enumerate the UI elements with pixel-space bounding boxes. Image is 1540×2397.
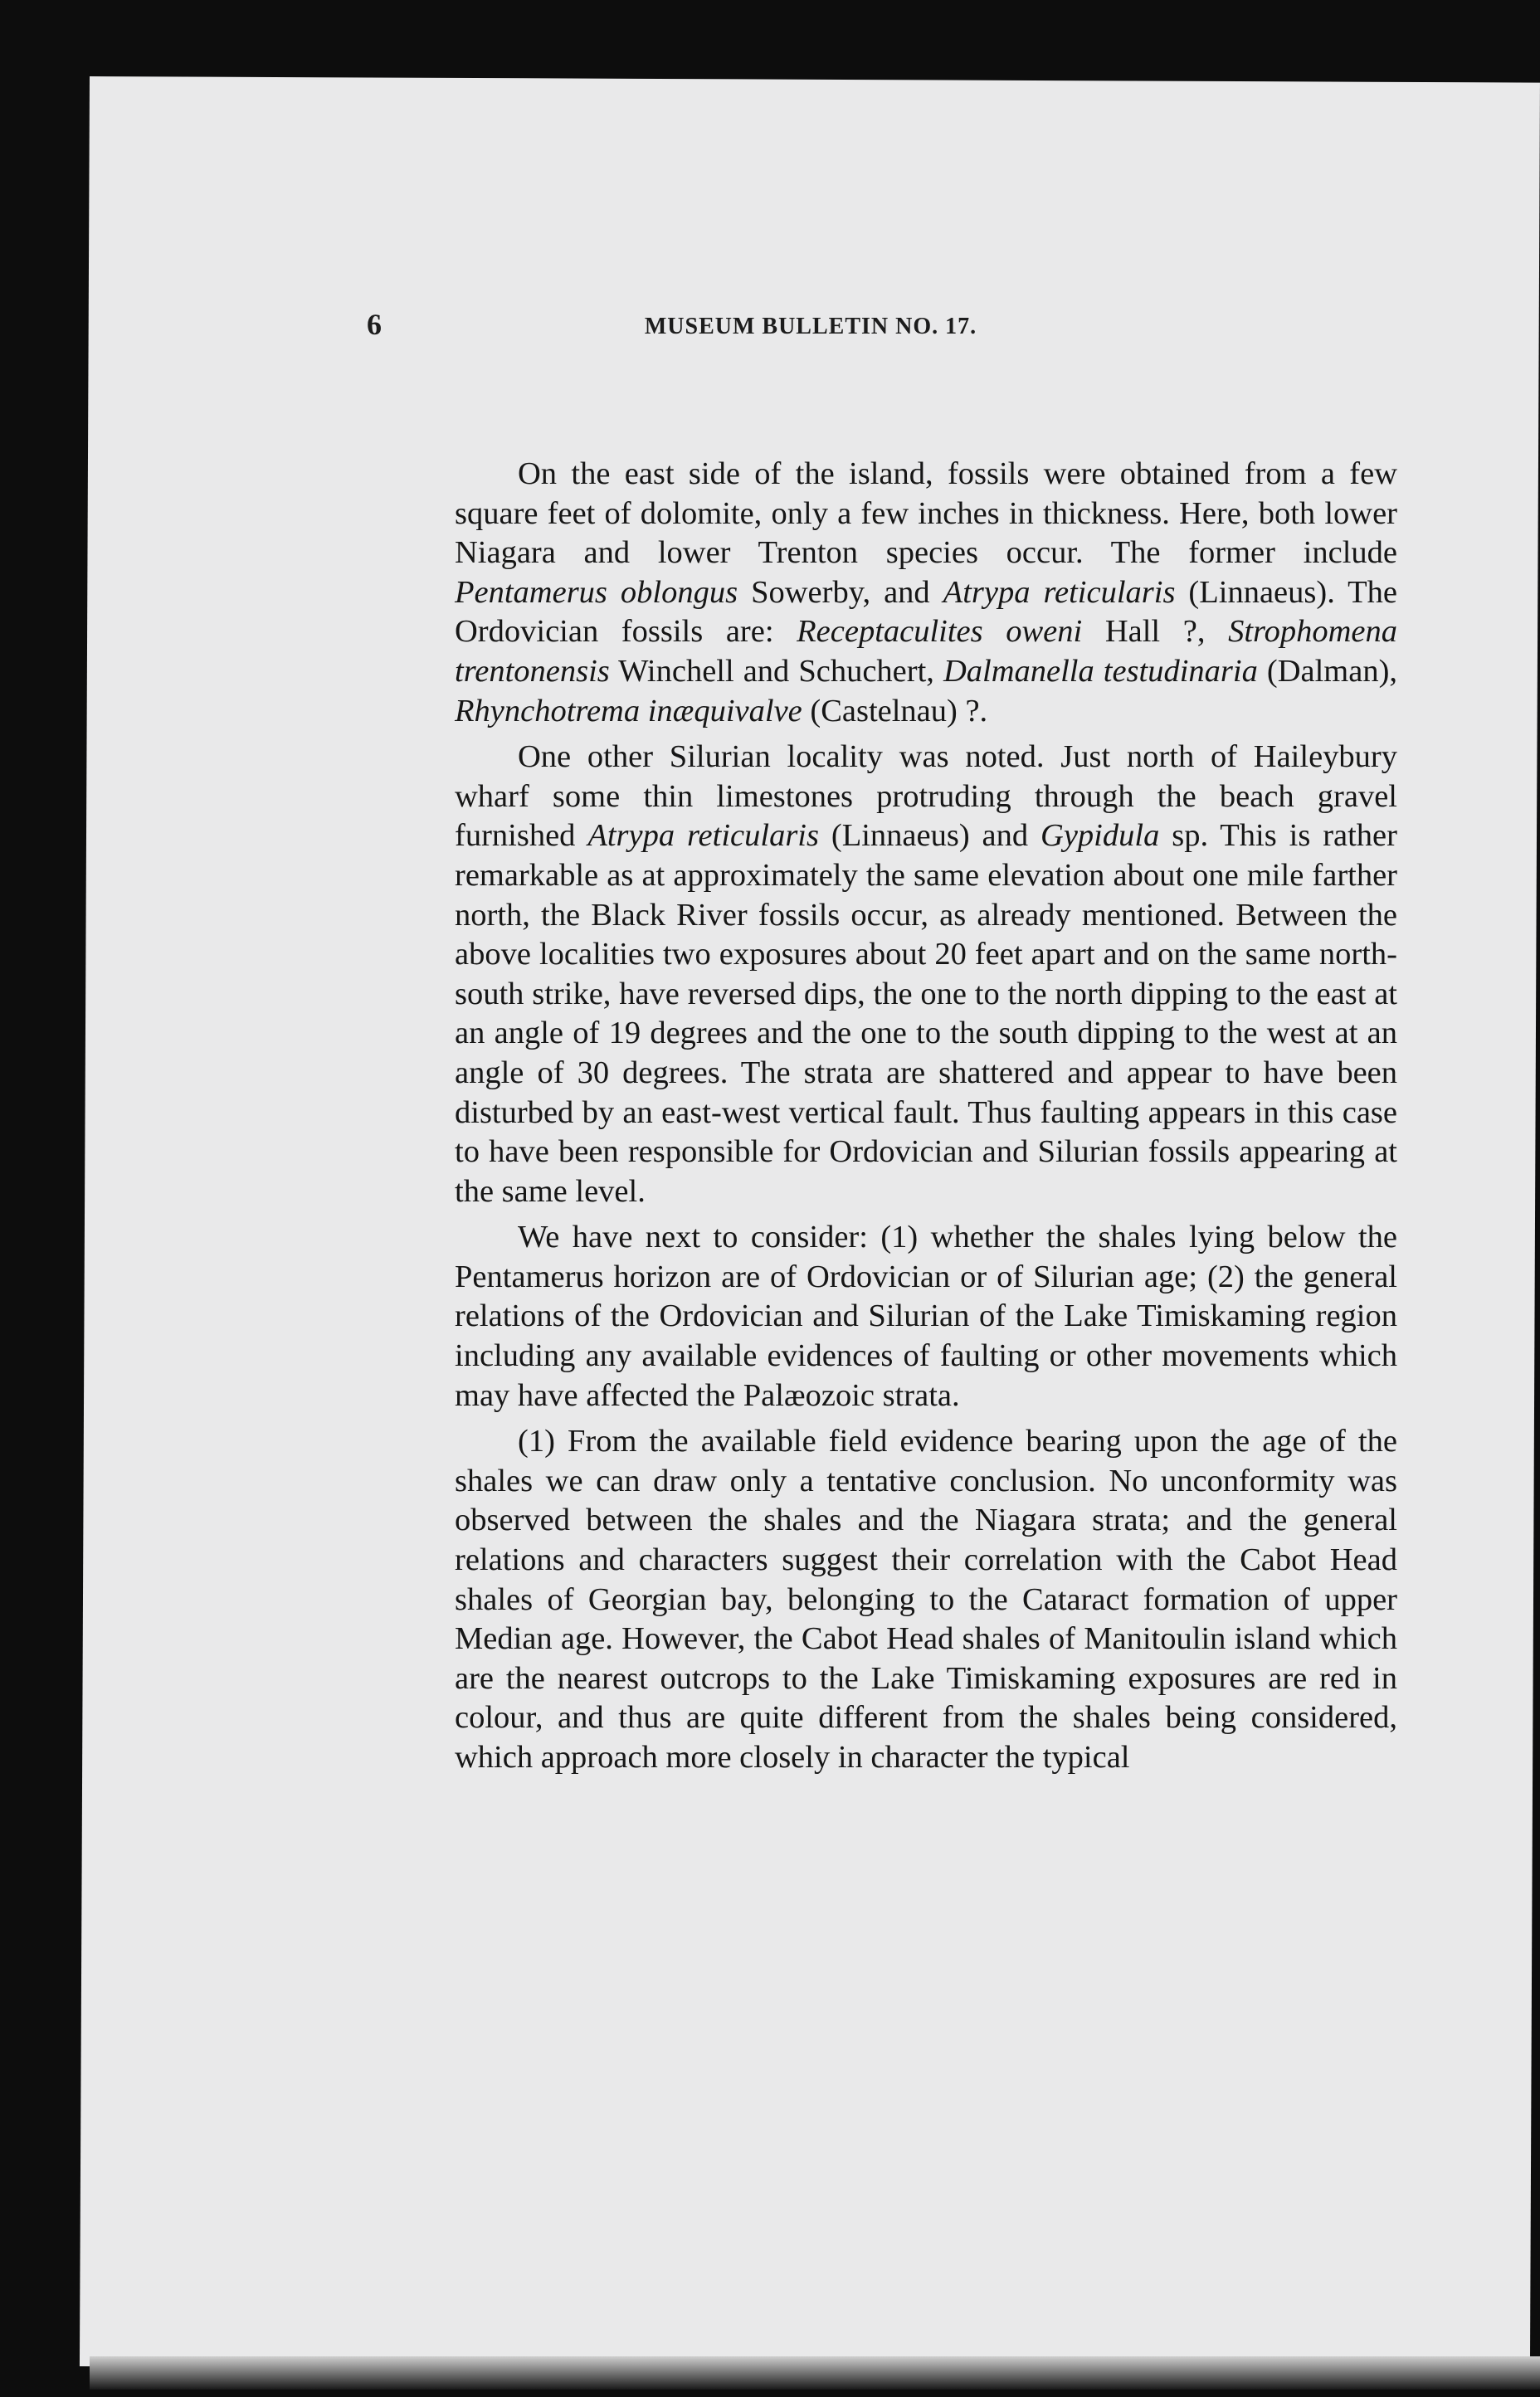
paragraph-3 bbox=[455, 1218, 1397, 1415]
text-run: (1) From the available field evidence bearing upon the age of the shales we can draw only a tentative conclusion. No unconformity was observed between the shales and the Niagara strata; and the general relations and characters suggest their correlation with the Cabot Head shales of Georgian bay, belonging to the Cataract formation of upper Median age. However, the Cabot Head shales of Manitoulin island which are the nearest outcrops to the Lake Timiskaming exposures are red in colour, and thus are quite different from the shales being considered, which approach more closely in character the typical bbox=[455, 1424, 1397, 1775]
species-name: Strophomena trentonensis bbox=[455, 614, 1397, 689]
text-run: One other Silurian locality was noted. Just north of Haileybury wharf some thin limestones protruding through the beach gravel furnished bbox=[455, 739, 1397, 854]
page-header bbox=[367, 307, 1205, 357]
paragraph-1 bbox=[455, 455, 1397, 731]
paragraph-2 bbox=[455, 738, 1397, 1211]
species-name: Atrypa reticularis bbox=[943, 574, 1176, 610]
species-name: Gypidula bbox=[1040, 818, 1160, 854]
paragraph-4 bbox=[455, 1422, 1397, 1777]
text-run: Sowerby, and bbox=[738, 574, 943, 610]
text-run: (Castelnau) ?. bbox=[802, 693, 988, 728]
text-run: We have next to consider: (1) whether the shales lying below the Pentamerus horizon are of Ordovician or of Silurian age; (2) the general relations of the Ordovician and Silurian of the Lake Timiskaming region including any available evidences of faulting or other movements which may have affected the Palæozoic strata. bbox=[455, 1220, 1397, 1413]
species-name: Atrypa reticularis bbox=[587, 818, 819, 854]
page-bottom-edge bbox=[90, 2356, 1540, 2390]
body-text bbox=[455, 455, 1397, 1785]
species-name: Dalmanella testudinaria bbox=[943, 653, 1258, 689]
running-head: MUSEUM BULLETIN NO. 17. bbox=[644, 314, 977, 339]
species-name: Receptaculites oweni bbox=[797, 614, 1083, 650]
species-name: Pentamerus oblongus bbox=[455, 574, 738, 610]
text-run: Winchell and Schuchert, bbox=[609, 653, 943, 689]
text-run: On the east side of the island, fossils were obtained from a few square feet of dolomite, only a few inches in thickness. Here, both lower Niagara and lower Trenton species occur. The former include bbox=[455, 456, 1397, 571]
text-run: (Dalman), bbox=[1257, 653, 1398, 689]
text-run: sp. This is rather remarkable as at approximately the same elevation about one mile farther north, the Black River fossils occur, as already mentioned. Between the above localities two exposures about 20 feet apart and on the same north-south strike, have reversed dips, the one to the north dipping to the east at an angle of 19 degrees and the one to the south dipping to the west at an angle of 30 degrees. The strata are shattered and appear to have been disturbed by an east-west vertical fault. Thus faulting appears in this case to have been responsible for Ordovician and Silurian fossils appearing at the same level. bbox=[455, 818, 1397, 1209]
species-name: Rhynchotrema inæquivalve bbox=[455, 693, 802, 728]
page-number: 6 bbox=[367, 308, 382, 341]
text-run: (Linnaeus). The Ordovician fossils are: bbox=[455, 574, 1397, 650]
text-run: (Linnaeus) and bbox=[818, 818, 1041, 854]
text-run: Hall ?, bbox=[1082, 614, 1229, 650]
